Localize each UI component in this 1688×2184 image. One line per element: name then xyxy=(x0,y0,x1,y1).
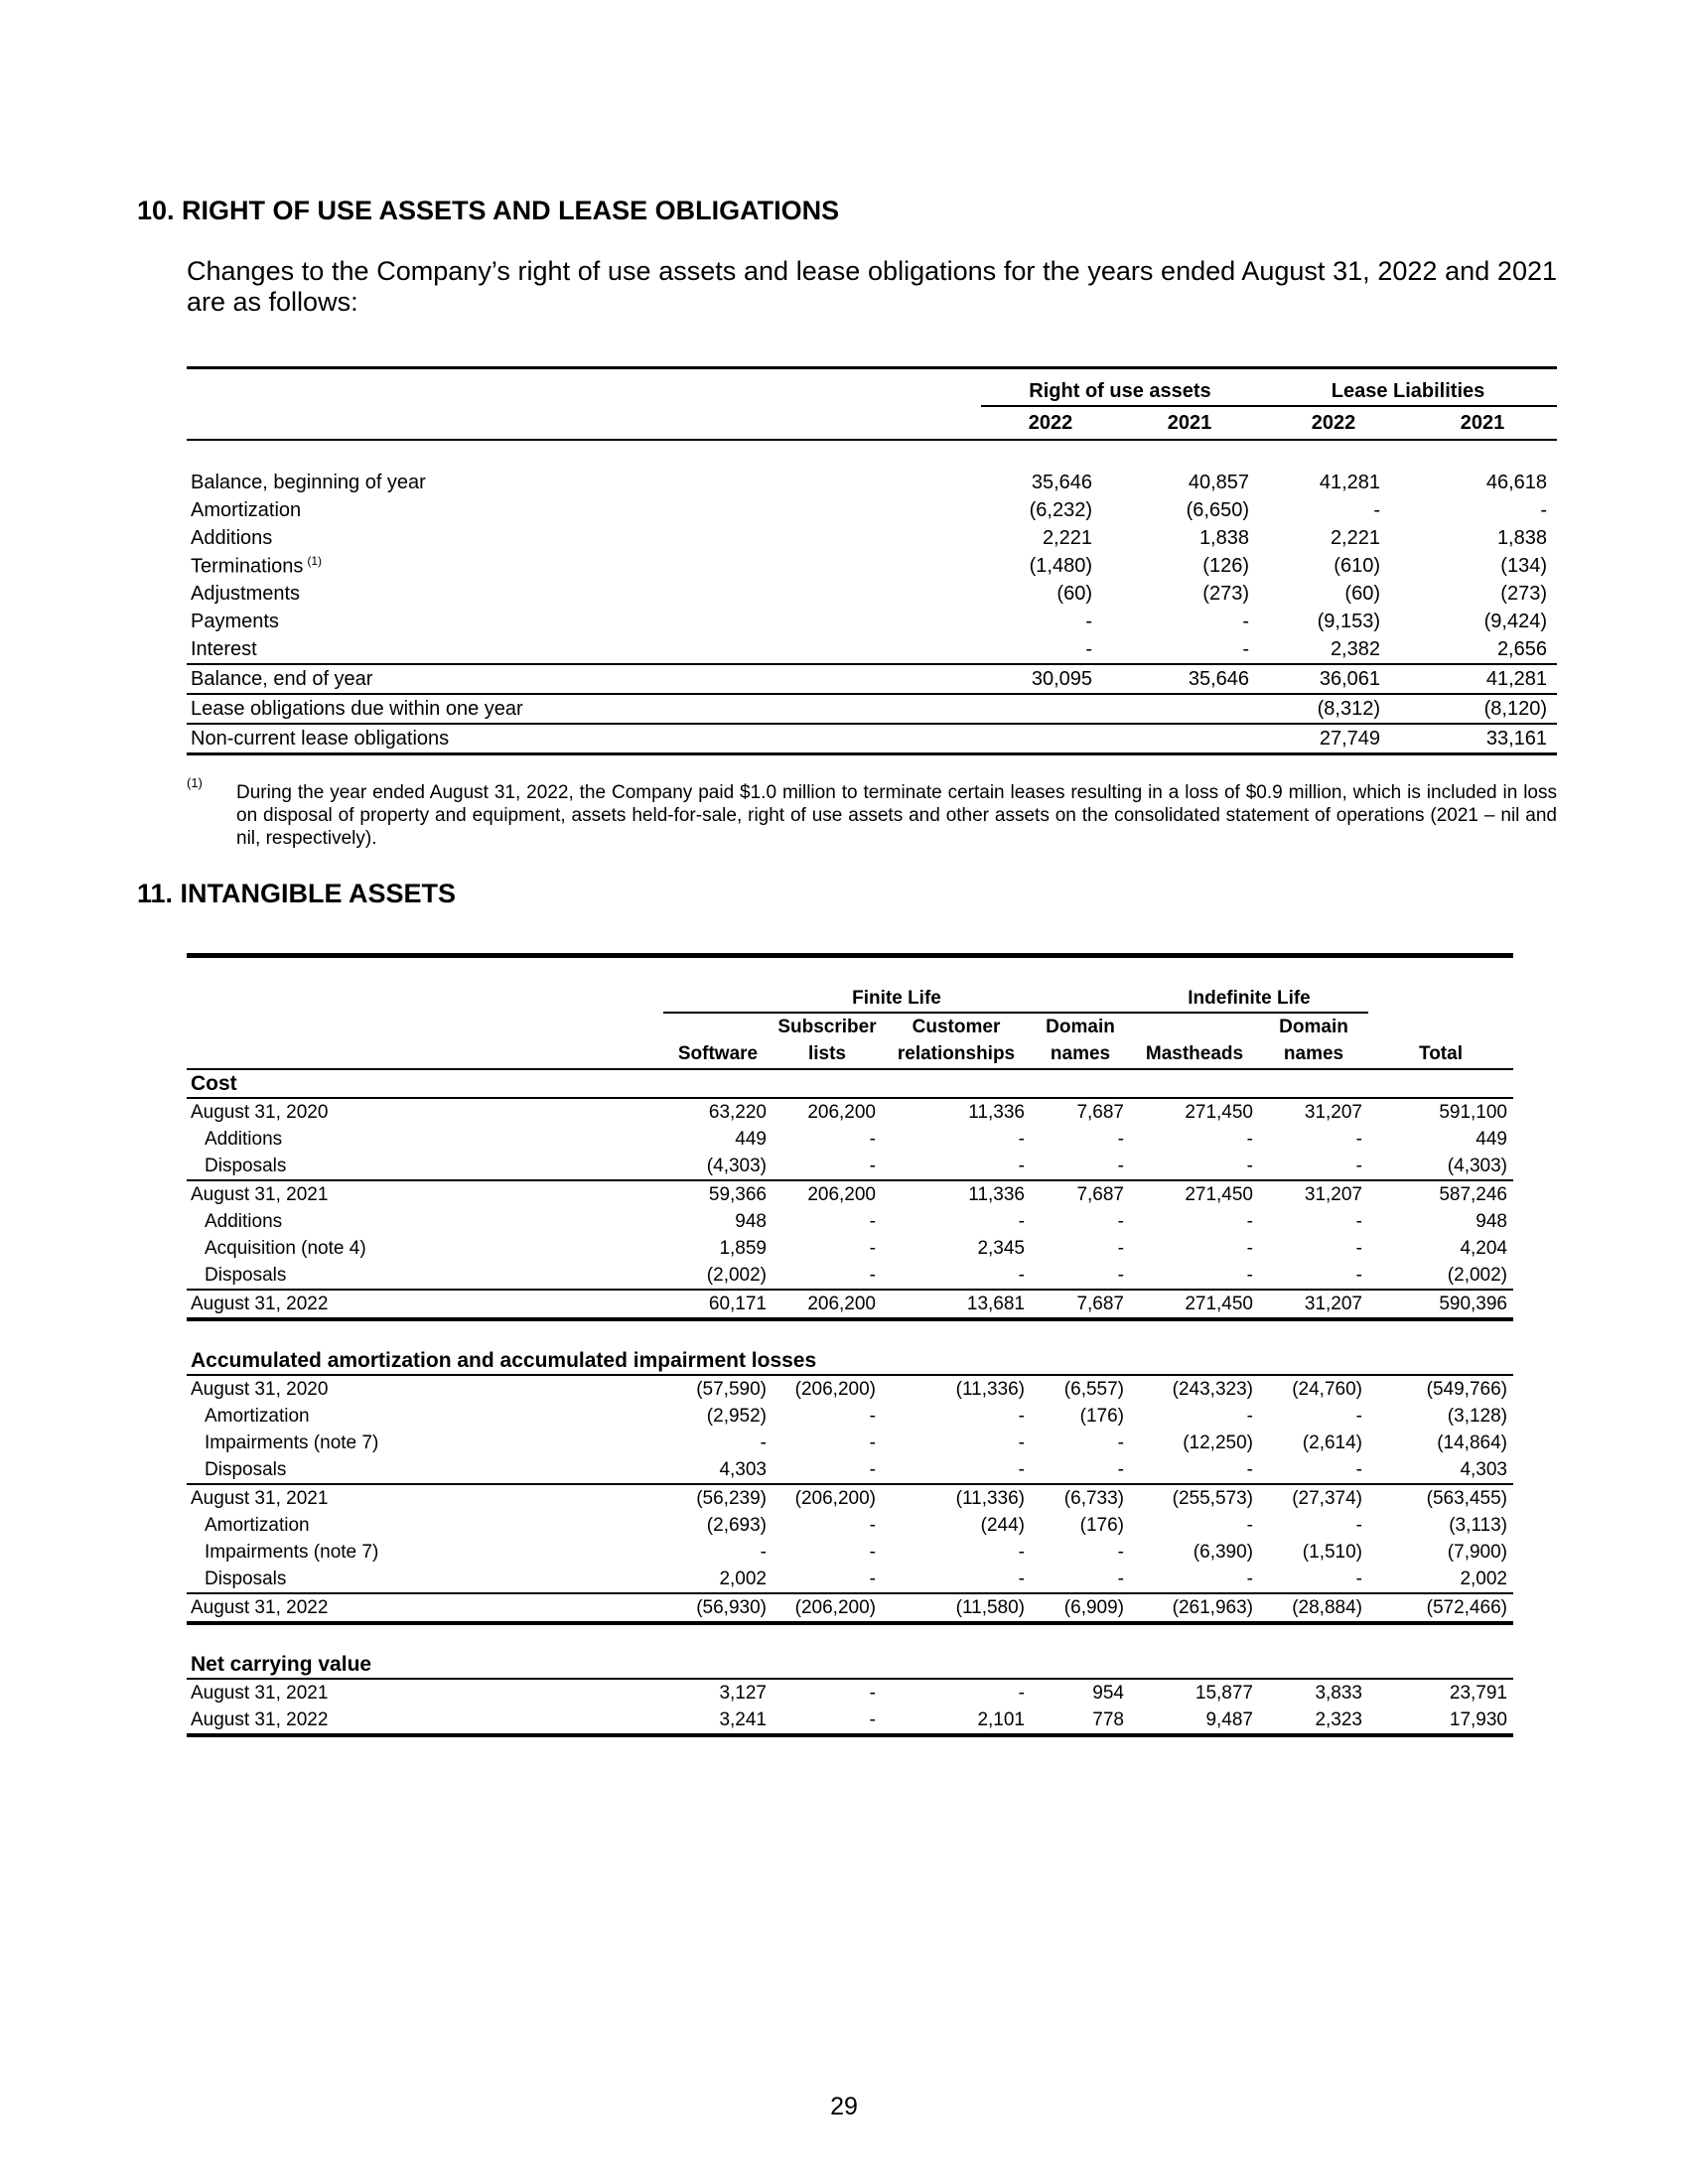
value-cell: - xyxy=(869,1210,876,1232)
column-header-mastheads: Mastheads xyxy=(1145,1043,1244,1064)
value-cell: (176) xyxy=(1079,1405,1124,1427)
row-label-text: Terminations xyxy=(191,555,304,578)
value-cell: (2,952) xyxy=(706,1405,767,1427)
value-cell: 2,382 xyxy=(1330,637,1380,660)
row-label: Additions xyxy=(205,1128,283,1150)
value-cell: 948 xyxy=(735,1210,767,1232)
value-cell: (2,002) xyxy=(1447,1264,1507,1286)
value-cell: - xyxy=(1085,637,1092,660)
value-cell: 35,646 xyxy=(1120,664,1259,694)
value-cell: 948 xyxy=(1476,1210,1507,1232)
value-cell: - xyxy=(1018,1405,1025,1427)
value-cell: (243,323) xyxy=(1172,1378,1253,1400)
intangible-table-row xyxy=(187,1430,1513,1456)
column-header-software: Software xyxy=(677,1043,759,1064)
value-cell: (206,200) xyxy=(794,1596,876,1618)
value-cell: 31,207 xyxy=(1304,1101,1362,1123)
lease-liabilities-group-header: Lease Liabilities xyxy=(1259,368,1557,407)
section-11-title: 11. INTANGIBLE ASSETS xyxy=(137,879,457,908)
value-cell: (244) xyxy=(980,1514,1025,1536)
value-cell: 33,161 xyxy=(1485,727,1547,750)
value-cell: (255,573) xyxy=(1172,1487,1253,1509)
finite-life-header: Finite Life xyxy=(663,985,1130,1013)
value-cell: 59,366 xyxy=(708,1183,767,1205)
value-cell: 41,281 xyxy=(1485,667,1547,690)
row-label xyxy=(187,694,981,724)
year-header: 2022 xyxy=(1028,411,1073,434)
value-cell: 31,207 xyxy=(1304,1183,1362,1205)
value-cell: (56,930) xyxy=(696,1596,767,1618)
section-heading: Net carrying value xyxy=(191,1652,372,1676)
row-label-text: Balance, beginning of year xyxy=(191,471,426,493)
intangible-table-row xyxy=(187,1512,1513,1539)
value-cell: (6,733) xyxy=(1063,1487,1124,1509)
row-label: August 31, 2021 xyxy=(191,1682,329,1704)
value-cell: - xyxy=(1355,1458,1362,1480)
value-cell: 3,127 xyxy=(719,1682,767,1704)
value-cell: (3,128) xyxy=(1447,1405,1507,1427)
lease-table-row xyxy=(187,524,1557,552)
value-cell: - xyxy=(869,1541,876,1563)
year-header: 2022 xyxy=(1311,411,1356,434)
value-cell: - xyxy=(1246,1237,1253,1259)
value-cell: (572,466) xyxy=(1426,1596,1507,1618)
year-header: 2021 xyxy=(1167,411,1212,434)
value-cell: - xyxy=(1355,1237,1362,1259)
value-cell: (134) xyxy=(1500,554,1547,577)
value-cell: 30,095 xyxy=(981,664,1120,694)
section-heading: Accumulated amortization and accumulated impairment losses xyxy=(191,1348,817,1372)
footnote-marker: (1) xyxy=(187,775,203,790)
footnote-reference: (1) xyxy=(307,553,323,568)
value-cell: - xyxy=(869,1432,876,1453)
column-header-total: Total xyxy=(1419,1043,1463,1064)
row-label: August 31, 2021 xyxy=(191,1487,329,1509)
lease-table-row xyxy=(187,664,1557,694)
value-cell: (6,232) xyxy=(1029,498,1092,521)
row-label: August 31, 2022 xyxy=(191,1596,329,1618)
row-label xyxy=(187,469,981,496)
column-header-line1: Customer xyxy=(912,1016,1001,1037)
value-cell: - xyxy=(1117,1458,1124,1480)
value-cell: 41,281 xyxy=(1319,471,1380,493)
value-cell: 271,450 xyxy=(1185,1293,1253,1314)
value-cell: (126) xyxy=(1202,554,1249,577)
intangible-table-row xyxy=(187,1098,1513,1126)
value-cell: - xyxy=(1085,610,1092,632)
value-cell: (14,864) xyxy=(1437,1432,1507,1453)
value-cell: (9,153) xyxy=(1317,610,1380,632)
column-header-line1: Domain xyxy=(1046,1016,1115,1037)
section-10-title: 10. RIGHT OF USE ASSETS AND LEASE OBLIGATIONS xyxy=(137,196,840,225)
value-cell: (4,303) xyxy=(706,1155,767,1176)
value-cell: - xyxy=(1117,1237,1124,1259)
value-cell: 4,303 xyxy=(1460,1458,1507,1480)
value-cell: (1,480) xyxy=(1029,554,1092,577)
value-cell: - xyxy=(869,1155,876,1176)
row-label xyxy=(187,580,981,608)
intangible-table-row xyxy=(187,1456,1513,1484)
value-cell: (57,590) xyxy=(696,1378,767,1400)
value-cell: (4,303) xyxy=(1447,1155,1507,1176)
value-cell: - xyxy=(1246,1568,1253,1589)
value-cell xyxy=(1120,724,1259,754)
value-cell: - xyxy=(869,1237,876,1259)
intangible-assets-table xyxy=(187,953,1513,1737)
value-cell: 591,100 xyxy=(1439,1101,1507,1123)
value-cell xyxy=(981,694,1120,724)
value-cell: 46,618 xyxy=(1485,471,1547,493)
value-cell: 40,857 xyxy=(1188,471,1249,493)
value-cell: (12,250) xyxy=(1183,1432,1253,1453)
value-cell: 7,687 xyxy=(1076,1101,1124,1123)
value-cell: - xyxy=(1355,1264,1362,1286)
value-cell: - xyxy=(1018,1128,1025,1150)
row-label xyxy=(187,524,981,552)
column-header-line1 xyxy=(1368,1013,1513,1040)
value-cell: - xyxy=(1018,1210,1025,1232)
row-label xyxy=(187,552,981,580)
value-cell: (8,120) xyxy=(1483,697,1547,720)
row-label: Impairments (note 7) xyxy=(205,1432,379,1453)
row-label-text: Interest xyxy=(191,637,257,660)
column-header-domain-names-finite: names xyxy=(1050,1043,1111,1064)
value-cell: - xyxy=(1355,1405,1362,1427)
value-cell: - xyxy=(1117,1541,1124,1563)
value-cell: (176) xyxy=(1079,1514,1124,1536)
column-header-domain-names-indefinite: names xyxy=(1283,1043,1344,1064)
section-heading: Cost xyxy=(191,1071,237,1095)
value-cell: (2,614) xyxy=(1302,1432,1362,1453)
row-label xyxy=(187,608,981,635)
intangible-table-row xyxy=(187,1706,1513,1735)
value-cell: - xyxy=(1373,498,1380,521)
row-label-text: Balance, end of year xyxy=(191,667,373,690)
row-label: Amortization xyxy=(205,1405,310,1427)
value-cell: (273) xyxy=(1202,582,1249,605)
value-cell: 7,687 xyxy=(1076,1183,1124,1205)
value-cell: (11,580) xyxy=(955,1596,1025,1618)
value-cell: 15,877 xyxy=(1195,1682,1253,1704)
intangible-table-row xyxy=(187,1375,1513,1403)
value-cell: (28,884) xyxy=(1292,1596,1362,1618)
value-cell xyxy=(1120,694,1259,724)
row-label: Disposals xyxy=(205,1458,287,1480)
value-cell: - xyxy=(1018,1682,1025,1704)
intangible-table-row xyxy=(187,1235,1513,1262)
row-label: Additions xyxy=(205,1210,283,1232)
row-label xyxy=(187,635,981,664)
value-cell: 4,303 xyxy=(719,1458,767,1480)
value-cell: 2,002 xyxy=(719,1568,767,1589)
row-label: August 31, 2021 xyxy=(191,1183,329,1205)
intangible-table-row xyxy=(187,1208,1513,1235)
row-label: August 31, 2020 xyxy=(191,1101,329,1123)
row-label: Disposals xyxy=(205,1264,287,1286)
intangible-table-row xyxy=(187,1126,1513,1153)
intangible-table-row xyxy=(187,1679,1513,1706)
value-cell: - xyxy=(1117,1210,1124,1232)
value-cell: 3,833 xyxy=(1315,1682,1362,1704)
column-header-line1 xyxy=(1130,1013,1259,1040)
intangible-table-row xyxy=(187,1262,1513,1290)
value-cell: 449 xyxy=(1476,1128,1507,1150)
lease-table-row xyxy=(187,635,1557,664)
indefinite-life-header: Indefinite Life xyxy=(1130,985,1368,1013)
lease-table-row xyxy=(187,552,1557,580)
value-cell: 271,450 xyxy=(1185,1101,1253,1123)
value-cell: 2,345 xyxy=(977,1237,1025,1259)
value-cell: (610) xyxy=(1334,554,1380,577)
value-cell: 449 xyxy=(735,1128,767,1150)
value-cell: - xyxy=(1018,1264,1025,1286)
value-cell: (6,650) xyxy=(1186,498,1249,521)
value-cell: - xyxy=(869,1708,876,1730)
value-cell: (563,455) xyxy=(1426,1487,1507,1509)
value-cell: - xyxy=(1355,1128,1362,1150)
value-cell: (11,336) xyxy=(955,1487,1025,1509)
value-cell: (8,312) xyxy=(1317,697,1380,720)
column-header-line1: Domain xyxy=(1279,1016,1348,1037)
column-header-line1: Subscriber xyxy=(777,1016,877,1037)
value-cell: 31,207 xyxy=(1304,1293,1362,1314)
rou-group-header: Right of use assets xyxy=(981,368,1259,407)
value-cell: (60) xyxy=(1056,582,1092,605)
value-cell: (56,239) xyxy=(696,1487,767,1509)
value-cell: 3,241 xyxy=(719,1708,767,1730)
value-cell: - xyxy=(1117,1264,1124,1286)
footnote-text: During the year ended August 31, 2022, the Company paid $1.0 million to terminate certain leases resulting in a loss of $0.9 million, which is included in loss on disposal of property and equipment, assets held-for-sale, right of use assets and other assets on the consolidated statement of operations (2021 – nil and nil, respectively). xyxy=(236,782,1557,849)
row-label xyxy=(187,664,981,694)
section-10-intro: Changes to the Company’s right of use assets and lease obligations for the years ended August 31, 2022 and 2021 are as follows: xyxy=(187,256,1557,317)
lease-table-row xyxy=(187,496,1557,524)
value-cell: - xyxy=(1355,1514,1362,1536)
value-cell: 7,687 xyxy=(1076,1293,1124,1314)
value-cell: - xyxy=(1246,1210,1253,1232)
value-cell: - xyxy=(760,1432,767,1453)
value-cell: - xyxy=(1018,1432,1025,1453)
value-cell: (24,760) xyxy=(1292,1378,1362,1400)
lease-table-row xyxy=(187,694,1557,724)
row-label-text: Non-current lease obligations xyxy=(191,727,450,750)
value-cell: (261,963) xyxy=(1172,1596,1253,1618)
value-cell: - xyxy=(1242,610,1249,632)
value-cell: - xyxy=(1246,1155,1253,1176)
value-cell: - xyxy=(1117,1128,1124,1150)
value-cell: 9,487 xyxy=(1205,1708,1253,1730)
row-label-text: Amortization xyxy=(191,498,302,521)
row-label-text: Payments xyxy=(191,610,279,632)
value-cell: (2,693) xyxy=(706,1514,767,1536)
value-cell: 60,171 xyxy=(708,1293,767,1314)
value-cell: - xyxy=(1018,1155,1025,1176)
column-header-customer-relationships: relationships xyxy=(897,1043,1016,1064)
column-header-subscriber-lists: lists xyxy=(807,1043,847,1064)
value-cell: 778 xyxy=(1092,1708,1124,1730)
intangible-table-row xyxy=(187,1593,1513,1623)
value-cell: 271,450 xyxy=(1185,1183,1253,1205)
value-cell: - xyxy=(760,1541,767,1563)
row-label-text: Lease obligations due within one year xyxy=(191,697,523,720)
value-cell: - xyxy=(869,1458,876,1480)
intangible-table-row xyxy=(187,1290,1513,1319)
value-cell: - xyxy=(1117,1432,1124,1453)
year-header: 2021 xyxy=(1460,411,1505,434)
value-cell: 63,220 xyxy=(708,1101,767,1123)
value-cell: - xyxy=(869,1682,876,1704)
value-cell: (549,766) xyxy=(1426,1378,1507,1400)
value-cell: (2,002) xyxy=(706,1264,767,1286)
value-cell: - xyxy=(869,1514,876,1536)
value-cell: 206,200 xyxy=(807,1101,876,1123)
value-cell: 11,336 xyxy=(968,1101,1025,1123)
value-cell: (6,390) xyxy=(1193,1541,1253,1563)
value-cell: - xyxy=(1117,1155,1124,1176)
row-label: August 31, 2022 xyxy=(191,1708,329,1730)
intangible-table-row xyxy=(187,1153,1513,1180)
value-cell: 2,002 xyxy=(1460,1568,1507,1589)
lease-table-row xyxy=(187,724,1557,754)
value-cell: - xyxy=(1117,1568,1124,1589)
value-cell: - xyxy=(1018,1568,1025,1589)
value-cell: (11,336) xyxy=(955,1378,1025,1400)
value-cell: - xyxy=(1246,1514,1253,1536)
row-label xyxy=(187,496,981,524)
value-cell: 2,656 xyxy=(1496,637,1547,660)
value-cell: (9,424) xyxy=(1483,610,1547,632)
lease-table-row xyxy=(187,608,1557,635)
lease-table-row xyxy=(187,469,1557,496)
value-cell: - xyxy=(1242,637,1249,660)
value-cell: (7,900) xyxy=(1447,1541,1507,1563)
value-cell: 2,101 xyxy=(977,1708,1025,1730)
value-cell: - xyxy=(1246,1458,1253,1480)
value-cell: - xyxy=(1355,1155,1362,1176)
lease-table-row xyxy=(187,580,1557,608)
value-cell: 17,930 xyxy=(1449,1708,1507,1730)
intangible-table-row xyxy=(187,1180,1513,1208)
value-cell: - xyxy=(869,1405,876,1427)
value-cell: 587,246 xyxy=(1439,1183,1507,1205)
column-header-line1 xyxy=(663,1013,773,1040)
value-cell: 1,838 xyxy=(1496,526,1547,549)
value-cell: - xyxy=(1355,1568,1362,1589)
row-label xyxy=(187,724,981,754)
value-cell: 2,323 xyxy=(1315,1708,1362,1730)
row-label-text: Additions xyxy=(191,526,273,549)
value-cell: 206,200 xyxy=(807,1183,876,1205)
row-label: Disposals xyxy=(205,1568,287,1589)
value-cell: 206,200 xyxy=(807,1293,876,1314)
value-cell: (6,557) xyxy=(1063,1378,1124,1400)
lease-table xyxy=(187,366,1557,755)
value-cell: (206,200) xyxy=(794,1378,876,1400)
value-cell: - xyxy=(1018,1458,1025,1480)
value-cell: (6,909) xyxy=(1063,1596,1124,1618)
value-cell: - xyxy=(1018,1541,1025,1563)
row-label: Acquisition (note 4) xyxy=(205,1237,366,1259)
value-cell: - xyxy=(1246,1264,1253,1286)
value-cell xyxy=(981,724,1120,754)
value-cell: 2,221 xyxy=(1042,526,1092,549)
value-cell: 954 xyxy=(1092,1682,1124,1704)
value-cell: (206,200) xyxy=(794,1487,876,1509)
value-cell: 35,646 xyxy=(1031,471,1092,493)
value-cell: 1,859 xyxy=(719,1237,767,1259)
intangible-table-row xyxy=(187,1403,1513,1430)
value-cell: (1,510) xyxy=(1302,1541,1362,1563)
value-cell: 36,061 xyxy=(1319,667,1380,690)
row-label: August 31, 2020 xyxy=(191,1378,329,1400)
value-cell: 590,396 xyxy=(1439,1293,1507,1314)
value-cell: 2,221 xyxy=(1330,526,1380,549)
value-cell: 4,204 xyxy=(1460,1237,1507,1259)
value-cell: - xyxy=(869,1568,876,1589)
value-cell: (273) xyxy=(1500,582,1547,605)
value-cell: (3,113) xyxy=(1449,1514,1507,1536)
value-cell: - xyxy=(1540,498,1547,521)
value-cell: (60) xyxy=(1344,582,1380,605)
row-label: Amortization xyxy=(205,1514,310,1536)
row-label: Impairments (note 7) xyxy=(205,1541,379,1563)
value-cell: - xyxy=(1246,1128,1253,1150)
row-label: August 31, 2022 xyxy=(191,1293,329,1314)
value-cell: 23,791 xyxy=(1449,1682,1507,1704)
row-label: Disposals xyxy=(205,1155,287,1176)
intangible-table-row xyxy=(187,1566,1513,1593)
intangible-table-row xyxy=(187,1539,1513,1566)
value-cell: - xyxy=(869,1264,876,1286)
value-cell: 11,336 xyxy=(968,1183,1025,1205)
value-cell: 13,681 xyxy=(966,1293,1025,1314)
row-label-text: Adjustments xyxy=(191,582,301,605)
page-number: 29 xyxy=(830,2093,858,2120)
value-cell: - xyxy=(869,1128,876,1150)
value-cell: - xyxy=(1355,1210,1362,1232)
value-cell: 27,749 xyxy=(1319,727,1380,750)
intangible-table-row xyxy=(187,1484,1513,1512)
value-cell: 1,838 xyxy=(1198,526,1249,549)
value-cell: - xyxy=(1246,1405,1253,1427)
value-cell: (27,374) xyxy=(1292,1487,1362,1509)
